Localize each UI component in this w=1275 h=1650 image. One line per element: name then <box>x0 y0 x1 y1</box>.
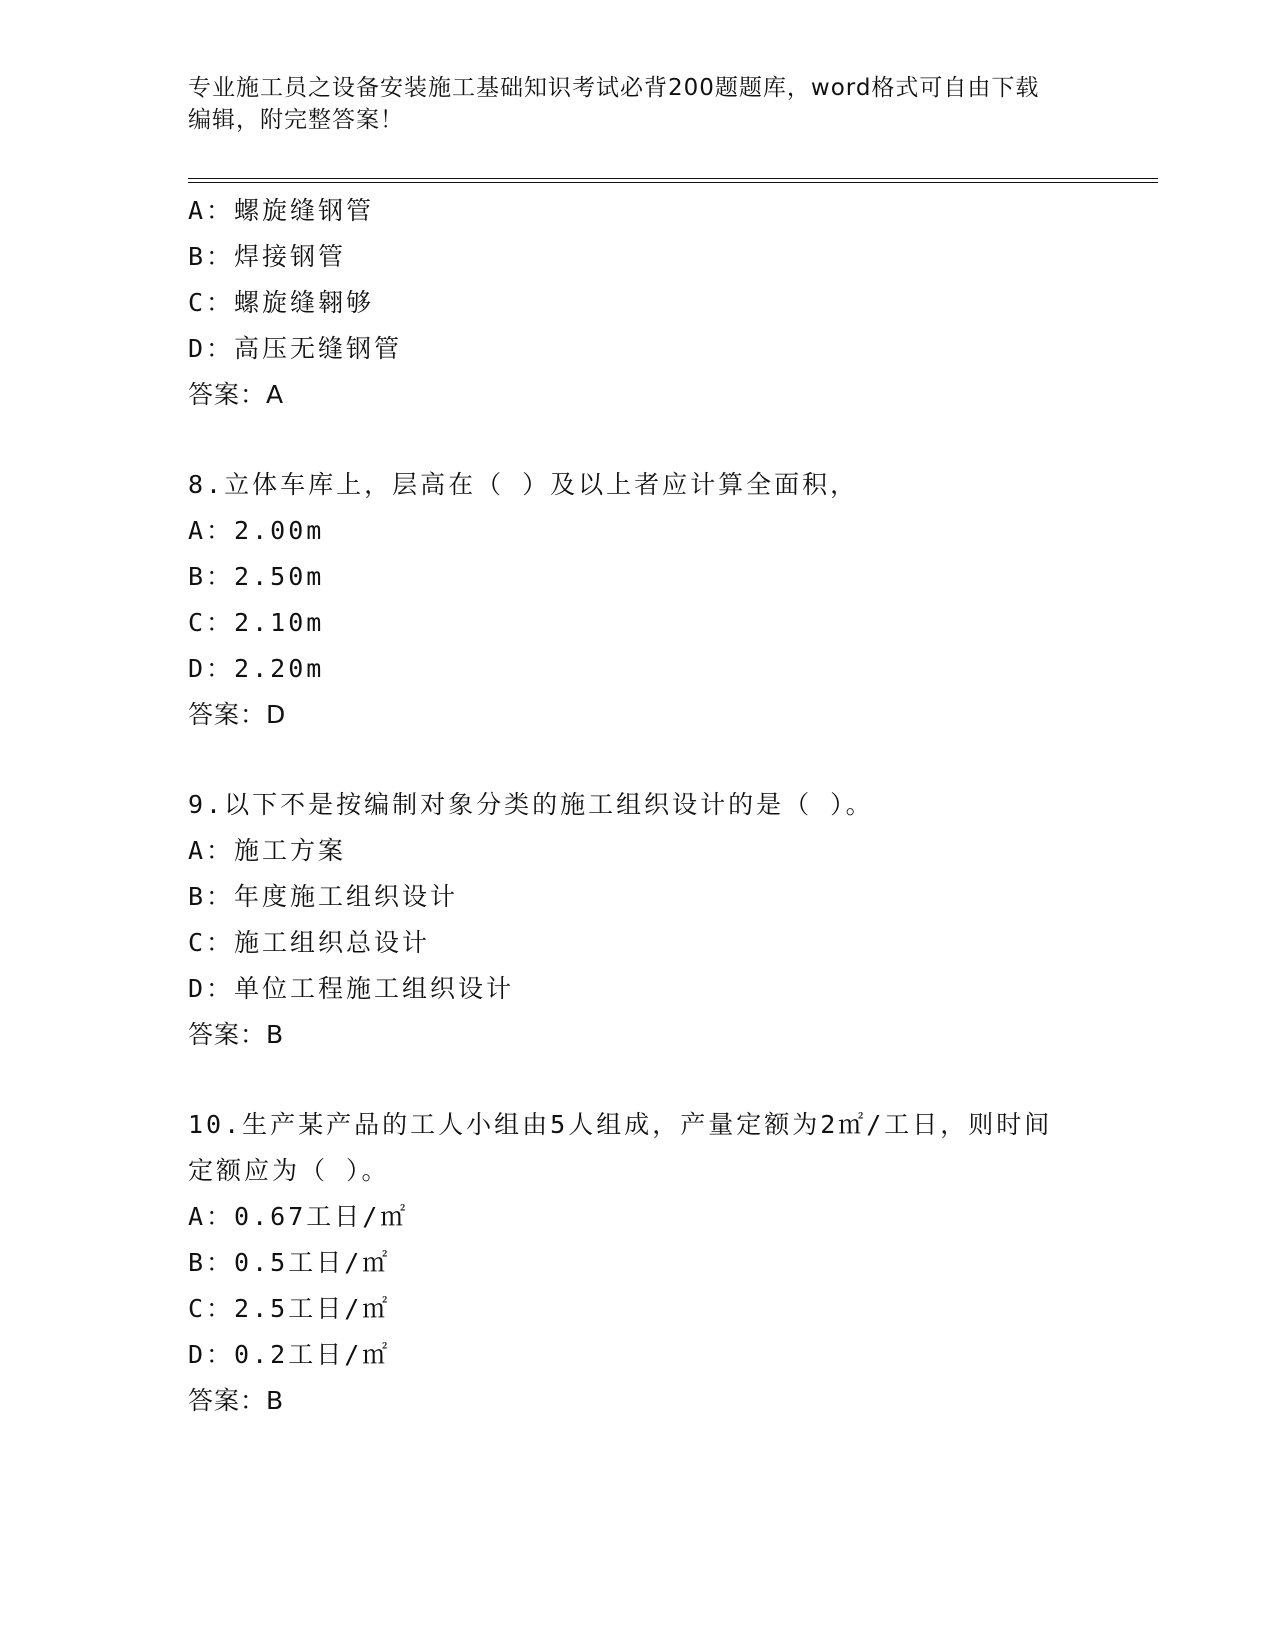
question-10 <box>188 1102 1148 1424</box>
option-d: D：高压无缝钢管 <box>188 334 403 363</box>
answer: 答案：B <box>188 1020 285 1049</box>
option-d: D：0.2工日/㎡ <box>188 1340 391 1369</box>
option-a: A：0.67工日/㎡ <box>188 1202 409 1231</box>
question-text-line1: 10.生产某产品的工人小组由5人组成，产量定额为2㎡/工日，则时间 <box>188 1110 1053 1139</box>
document-header <box>188 72 1088 136</box>
option-d: D：2.20m <box>188 654 325 683</box>
spacer <box>188 418 1148 462</box>
option-c: C：2.10m <box>188 608 325 637</box>
option-b: B：2.50m <box>188 562 325 591</box>
answer: 答案：D <box>188 700 287 729</box>
option-a: A：施工方案 <box>188 836 347 865</box>
option-c: C：2.5工日/㎡ <box>188 1294 391 1323</box>
option-a: A：螺旋缝钢管 <box>188 196 375 225</box>
spacer <box>188 738 1148 782</box>
option-b: B：年度施工组织设计 <box>188 882 459 911</box>
header-title-line1: 专业施工员之设备安装施工基础知识考试必背200题题库，word格式可自由下载 <box>188 75 1040 101</box>
option-a: A：2.00m <box>188 516 325 545</box>
header-title-line2: 编辑，附完整答案！ <box>188 107 404 133</box>
option-c: C：施工组织总设计 <box>188 928 431 957</box>
answer: 答案：A <box>188 380 285 409</box>
answer: 答案：B <box>188 1386 285 1415</box>
question-text-line2: 定额应为（ ）。 <box>188 1156 390 1185</box>
option-c: C：螺旋缝翱够 <box>188 288 375 317</box>
option-b: B：焊接钢管 <box>188 242 347 271</box>
question-text: 8.立体车库上，层高在（ ）及以上者应计算全面积， <box>188 470 859 499</box>
spacer <box>188 1058 1148 1102</box>
question-8 <box>188 462 1148 738</box>
question-list <box>188 188 1148 1424</box>
option-d: D：单位工程施工组织设计 <box>188 974 515 1003</box>
header-divider <box>188 178 1158 183</box>
question-9 <box>188 782 1148 1058</box>
question-text: 9.以下不是按编制对象分类的施工组织设计的是（ ）。 <box>188 790 874 819</box>
option-b: B：0.5工日/㎡ <box>188 1248 391 1277</box>
question-7 <box>188 188 1148 418</box>
